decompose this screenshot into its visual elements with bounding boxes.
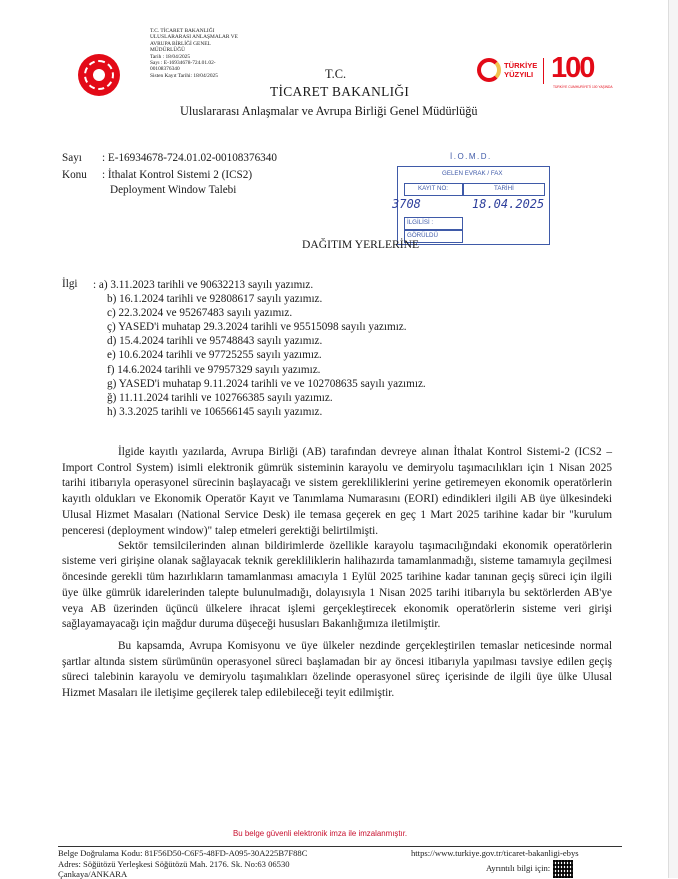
paragraph-1: İlgide kayıtlı yazılarda, Avrupa Birliği (AB) tarafından devreye alınan İthalat Kontrol Sistemi-2 (ICS2 – Import Control System) isimli elektronik gümrük sisteminin karayolu ve demiryolu taşımacılıkları için 1 Nisan 2025 tarihi itibarıyla operasyonel sürecinin başlayacağı ve sistem gerekliliklerini yerine getiremeyen ekonomik operatörlerin kayıtlı oldukları ve Ekonomik Operatör Kayıt ve Tanımlama Numarasını (EORI) edindikleri ilgili AB üye ülkesindeki Ulusal Hizmet Masaları (National Service Desk) ile temasa geçerek en geç 1 Mart 2025 tarihine kadar bir "kurulum penceresi (deployment window)" talep etmeleri gerektiği belirtilmişti. (62, 446, 612, 537)
logo-text-2: YÜZYILI (504, 69, 534, 79)
directorate-title: Uluslararası Anlaşmalar ve Avrupa Birliği Genel Müdürlüğü (180, 104, 478, 118)
turkiye-yuzyili-logo-icon (477, 58, 501, 82)
scrollbar[interactable] (668, 0, 678, 878)
list-item: g) YASED'i muhatap 9.11.2024 tarihli ve ve 102708635 sayılı yazımız. (107, 377, 426, 390)
verification-link[interactable]: https://www.turkiye.gov.tr/ticaret-bakanligi-ebys (411, 848, 579, 858)
sayi-label: Sayı (62, 152, 82, 164)
list-item: d) 15.4.2024 tarihli ve 95748843 sayılı yazımız. (107, 335, 323, 348)
ilgi-label: İlgi (62, 278, 78, 290)
seal-line: MÜDÜRLÜĞÜ (150, 47, 186, 54)
seal-line: AVRUPA BİRLİĞİ GENEL (150, 40, 211, 47)
stamp-goruldu-label: GÖRÜLDÜ (407, 232, 438, 239)
logo-text (504, 62, 537, 79)
logo-sub: TÜRKİYE CUMHURİYETİ 100 YAŞINDA (553, 85, 613, 89)
list-item: h) 3.3.2025 tarihli ve 106566145 sayılı yazımız. (107, 405, 323, 418)
sayi-value: : E-16934678-724.01.02-00108376340 (102, 152, 277, 164)
konu-value-2: Deployment Window Talebi (110, 184, 237, 196)
stamp-kayit-label: KAYIT NO: (418, 185, 449, 192)
list-item: ç) YASED'i muhatap 29.3.2024 tarihli ve 95515098 sayılı yazımız. (107, 321, 407, 334)
seal-line: 00108376340 (150, 66, 180, 73)
paragraph-3: Bu kapsamda, Avrupa Komisyonu ve üye ülkeler nezdinde gerçekleştirilen temaslar neticesinde normal şartlar altında sistem sürümünün operasyonel süreci başlamadan bir ay öncesi itibarıyla yapılması tavsiye edilen geçiş süreci talebinin karayolu ve demiryolu taşımalıkları özelinde operasyonel süreç içerisinde de ilgili üye ülke Ulusal Hizmet Masaları ile iletişime geçilerek talep edilebileceği teyit edilmiştir. (62, 639, 612, 700)
registry-info (150, 28, 270, 79)
logo-divider (543, 58, 544, 84)
stamp-org: İ.O.M.D. (450, 152, 492, 161)
address: Adres: Söğütözü Yerleşkesi Söğütözü Mah. 2176. Sk. No:63 06530 (58, 859, 290, 869)
stamp-tarih-label: TARİHİ (494, 185, 514, 192)
seal-line: Tarih : 18/04/2025 (150, 53, 191, 60)
stamp-title: GELEN EVRAK / FAX (442, 170, 503, 177)
list-item: f) 14.6.2024 tarihli ve 97957329 sayılı yazımız. (107, 363, 321, 376)
body-text (62, 445, 612, 702)
stamp-kayit-no: 3708 (392, 197, 421, 211)
stamp-ilgili-label: İLGİLİSİ : (407, 219, 434, 226)
esign-notice: Bu belge güvenli elektronik imza ile imzalanmıştır. (233, 829, 408, 838)
seal-line: ULUSLARARASI ANLAŞMALAR VE (150, 34, 238, 41)
qr-code-icon (553, 860, 573, 878)
paragraph-2: Sektör temsilcilerinden alınan bildirimlerde özellikle karayolu taşımacılığındaki ekonomik operatörlerin sisteme veri girişine olanak sağlayacak teknik gerekliliklerin halihazırda tamamlanmadığı, sisteme tamamıyla geçilmesi öncesinde gerekli tüm hazırlıkların tamamlanması amacıyla 1 Eylül 2025 tarihine kadar tanınan geçiş süreci için ilgili üye ülke gümrük idarelerinden talepte bulunulmadığı, dolayısıyla 1 Nisan 2025 tarihi itibarıyla bu sektörlerden AB'ye veya AB üzerinden üçüncü ülkelere ihracat işlemi gerçekleştirecek ekonomik operatörlerin sisteme veri girişi sağlayamayacağı için mağdur duruma düşeceği hususları Bakanlığımıza iletilmiştir. (62, 539, 612, 631)
seal-line: T.C. TİCARET BAKANLIĞI (150, 28, 215, 34)
konu-value-1: : İthalat Kontrol Sistemi 2 (ICS2) (102, 169, 253, 181)
reference-list (93, 278, 426, 419)
more-info-label: Ayrıntılı bilgi için: (486, 863, 551, 873)
list-item: c) 22.3.2024 ve 95267483 sayılı yazımız. (107, 307, 293, 320)
tc-label: T.C. (325, 67, 347, 81)
konu-label: Konu (62, 169, 87, 181)
list-item: ğ) 11.11.2024 tarihli ve 102766385 sayılı yazımız. (107, 391, 333, 404)
city: Çankaya/ANKARA (58, 869, 128, 879)
list-item: b) 16.1.2024 tarihli ve 92808617 sayılı yazımız. (107, 293, 323, 306)
stamp-tarih: 18.04.2025 (472, 197, 545, 211)
seal-line: Sayı : E-16934678-724.01.02- (150, 60, 216, 67)
incoming-document-stamp (392, 166, 550, 245)
distribution-heading: DAĞITIM YERLERİNE (302, 238, 420, 251)
seal-line: Sisten Kayıt Tarihi: 18/04/2025 (150, 72, 218, 79)
logo-text-1: TÜRKİYE (504, 61, 538, 70)
footer-divider (58, 846, 622, 847)
list-item: : a) 3.11.2023 tarihli ve 90632213 sayılı yazımız. (93, 279, 314, 291)
logo-100: 100 (551, 52, 594, 84)
verification-code: Belge Doğrulama Kodu: 81F56D50-C6F5-48FD-A095-30A225B7F88C (58, 848, 308, 858)
ministry-title: TİCARET BAKANLIĞI (270, 84, 410, 99)
list-item: e) 10.6.2024 tarihli ve 97725255 sayılı yazımız. (107, 349, 322, 362)
ministry-seal-icon (78, 54, 120, 96)
